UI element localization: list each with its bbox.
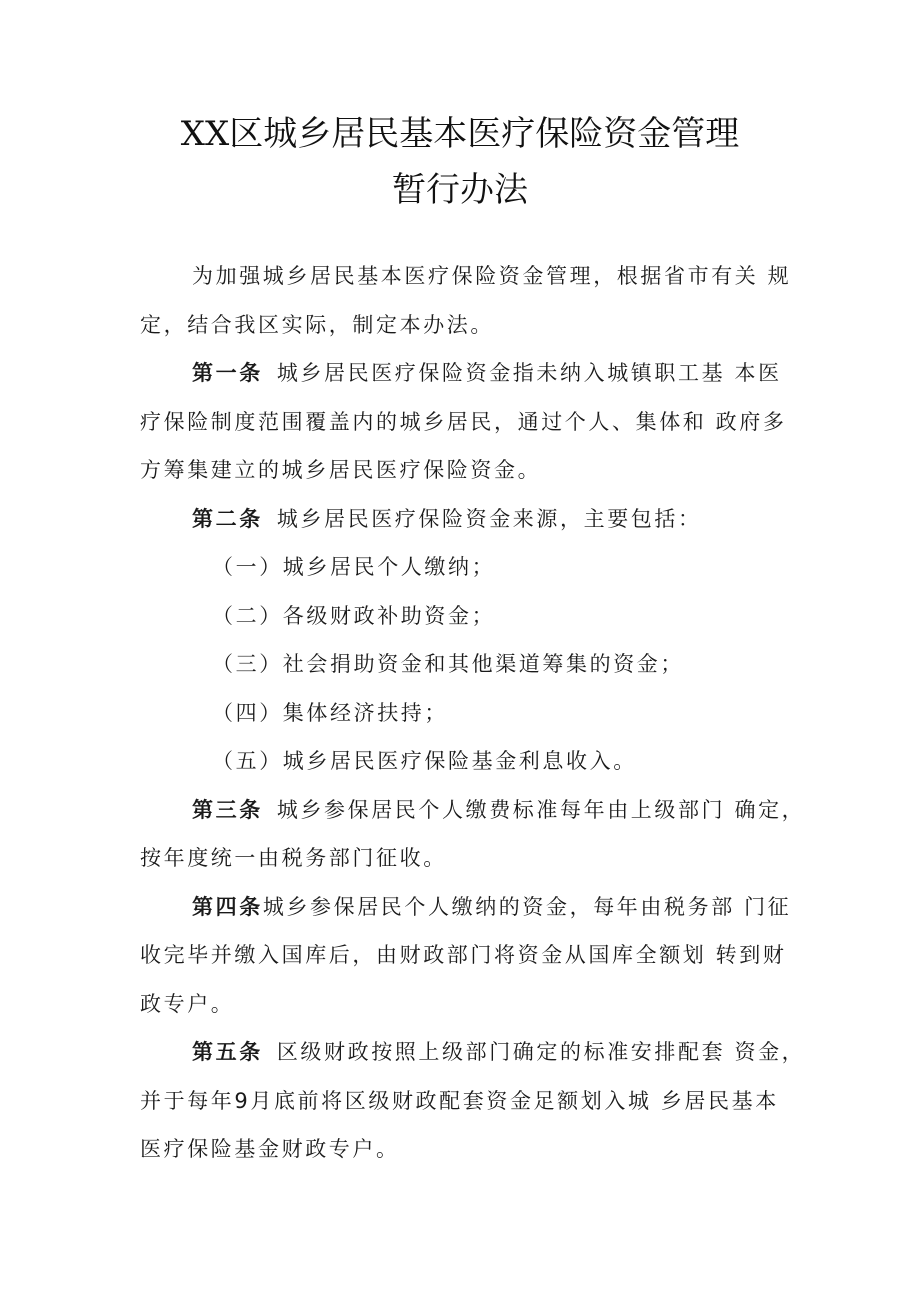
article-5-line-2: 并于每年9月底前将区级财政配套资金足额划入城 乡居民基本 [140, 1088, 779, 1113]
article-4-line-1 [140, 883, 790, 932]
article-2-number: 第二条 [192, 506, 263, 531]
title-line-1: XX区城乡居民基本医疗保险资金管理 [180, 114, 740, 154]
article-1-text-1: 城乡居民医疗保险资金指未纳入城镇职工基 本医 [276, 361, 782, 385]
intro-line-2: 定，结合我区实际，制定本办法。 [140, 312, 494, 337]
article-5-line-3: 医疗保险基金财政专户。 [140, 1137, 400, 1161]
article-5-text-1: 区级财政按照上级部门确定的标准安排配套 资金， [276, 1040, 806, 1064]
article-4-line-3: 政专户。 [140, 991, 235, 1016]
article-1-number: 第一条 [192, 361, 263, 385]
article-4-text-1: 城乡参保居民个人缴纳的资金，每年由税务部 门征 [262, 894, 792, 919]
article-2-line-1 [140, 495, 790, 544]
article-1-line-3: 方筹集建立的城乡居民医疗保险资金。 [140, 458, 542, 482]
article-2-item-3: （三）社会捐助资金和其他渠道筹集的资金； [212, 652, 684, 676]
article-2-text-1: 城乡居民医疗保险资金来源，主要包括： [276, 506, 702, 531]
title-line-2: 暂行办法 [392, 170, 528, 210]
intro-line-1: 为加强城乡居民基本医疗保险资金管理，根据省市有关 规 [192, 264, 792, 288]
article-5-number: 第五条 [192, 1040, 263, 1064]
article-1-line-1 [140, 349, 790, 398]
article-3-line-2: 按年度统一由税务部门征收。 [140, 846, 447, 870]
article-3-line-1 [140, 786, 806, 835]
document-body [140, 252, 806, 1174]
article-2-item-1: （一）城乡居民个人缴纳； [212, 555, 496, 579]
article-4-line-2: 收完毕并缴入国库后，由财政部门将资金从国库全额划 转到财 [140, 943, 787, 967]
article-2-item-2: （二）各级财政补助资金； [212, 603, 496, 628]
article-2-item-4: （四）集体经济扶持； [212, 700, 448, 725]
document-title [0, 106, 920, 218]
article-2-item-5: （五）城乡居民医疗保险基金利息收入。 [212, 749, 637, 773]
article-3-text-1: 城乡参保居民个人缴费标准每年由上级部门 确定， [276, 797, 806, 822]
article-4-number: 第四条 [192, 894, 263, 919]
article-1-line-2: 疗保险制度范围覆盖内的城乡居民，通过个人、集体和 政府多 [140, 409, 787, 434]
article-5-line-1 [140, 1028, 806, 1077]
article-3-number: 第三条 [192, 797, 263, 822]
